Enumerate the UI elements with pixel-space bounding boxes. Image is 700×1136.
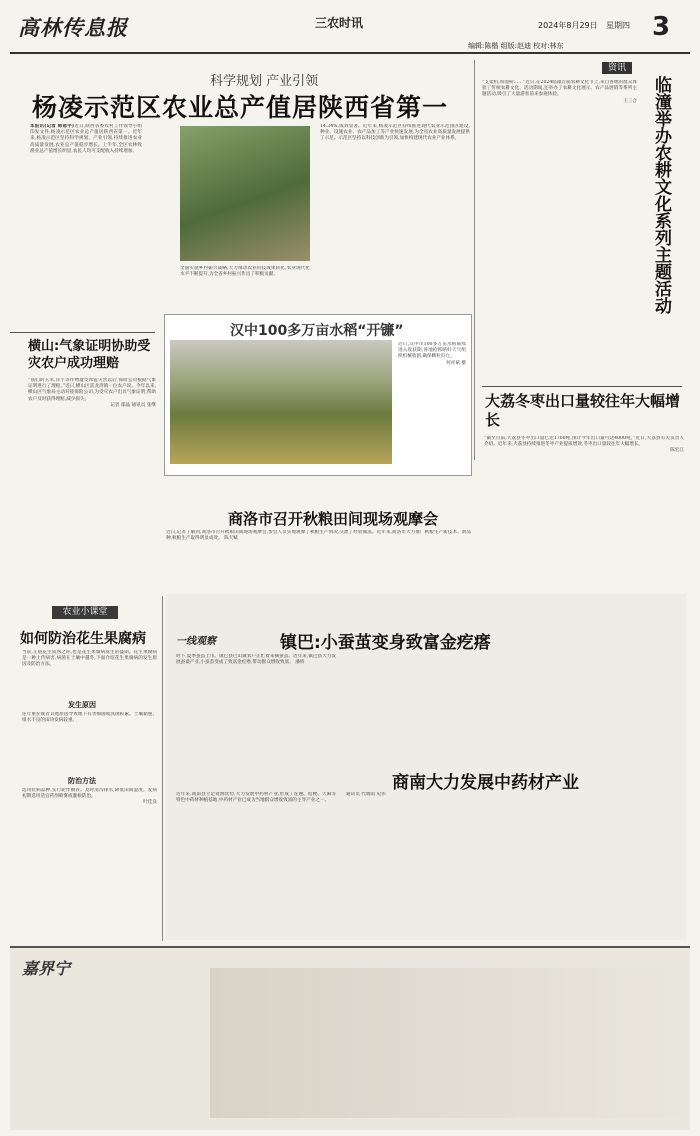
shangnan-body xyxy=(176,792,676,932)
lychee-headline: 大荔冬枣出口量较往年大幅增长 xyxy=(485,392,681,429)
lintong-author: 王三合 xyxy=(623,98,637,104)
shangluo-body-text: 近日,记者了解到,商洛市召开秋粮田间现场观摩会,参会人员实地观摩了秋粮生产情况,交流了经验做法。近年来,商洛市大力推广秋粮生产新技术、新品种,秋粮生产取得明显成效。 xyxy=(166,530,471,542)
lintong-headline: 临潼举办农耕文化系列主题活动 xyxy=(651,76,671,314)
classroom-body1: 连年重茬或者其他原因导致地下有害细菌或真菌积累。土壤黏重、排水不良的田块发病较重。 xyxy=(22,712,157,724)
shangnan-author: 通讯员 代婧雨 史伟 xyxy=(346,792,386,797)
lead-headline: 杨凌示范区农业总产值居陕西省第一 xyxy=(32,93,449,122)
hengshan-body-text: “我们的玉米,洋芋等作物遭受冰雹灾害以后,保险公司根据气象证明进行了理赔。”近日,横山区雷龙湾镇一位农户说。今年以来,横山区气象局主动对接保险公司,为受灾农户出具气象证明,帮助农户及时获得理赔,减少损失。 xyxy=(28,378,156,402)
issue-weekday: 星期四 xyxy=(606,21,630,30)
lead-body-a xyxy=(30,124,142,320)
ad-brand: 嘉界宁 xyxy=(22,959,71,978)
classroom-body2-text: 选用抗病品种,实行轮作倒茬。及时清沟排水,降低田间湿度。发病初期选用适宜药剂喷雾或灌根防治。 xyxy=(22,788,157,800)
news-tag: 资讯 xyxy=(602,62,632,74)
zhenba-tag: 一线观察 xyxy=(176,636,216,647)
classroom-author: 叶佳良 xyxy=(143,800,157,806)
classroom-body2 xyxy=(22,788,157,938)
rice-title: 汉中100多万亩水稻“开镰” xyxy=(230,323,404,339)
bottom-ad xyxy=(10,946,690,1130)
lead-photo xyxy=(180,126,310,261)
rice-caption xyxy=(398,342,466,462)
lychee-rule xyxy=(482,386,682,387)
lead-body-c: 全面实施乡村振兴战略,大力推动农业科技成果转化,农业现代化水平不断提升,为全省乡村振兴作出了积极贡献。 xyxy=(180,266,310,278)
lead-body-b: 14.34%,成效显著。近年来,杨凌示范区持续推进现代农业示范园区建设,种业、设施农业、农产品加工等产业快速发展,为全省农业高质量发展提供了示范。示范区坚持以科技创新为引领,加快构建现代农业产业体系。 xyxy=(320,124,470,142)
shangluo-author: 陈天赋 xyxy=(224,536,238,542)
masthead-rule xyxy=(10,52,690,54)
lead-byline: 本报讯(记者 韩恩宇) xyxy=(30,124,75,129)
shangluo-headline: 商洛市召开秋粮田间现场观摩会 xyxy=(228,510,439,528)
hengshan-headline: 横山:气象证明协助受灾农户成功理赔 xyxy=(28,339,151,371)
rice-caption-text: 近日,汉中市100多万亩水稻陆续进入收获期,各地抢抓晴好天气组织机械收割,确保颗粒归仓。 xyxy=(398,342,466,360)
section-title: 三农时讯 xyxy=(315,16,364,30)
lychee-author: 陈宏江 xyxy=(670,448,684,454)
zhenba-author: 潘娇 xyxy=(295,660,305,666)
page-number: 3 xyxy=(652,12,671,42)
classroom-tag: 农业小课堂 xyxy=(52,606,118,619)
zhenba-body xyxy=(176,654,676,774)
shangnan-headline: 商南大力发展中药材产业 xyxy=(392,773,579,793)
classroom-intro: 当前,正值花生成熟之际,也是花生果腐病发生的盛期。花生果腐病是一种土传病害,病菌在土壤中越冬,下面介绍花生果腐病的发生原因及防治方法。 xyxy=(22,650,157,668)
newspaper-logo: 高林传息报 xyxy=(18,15,128,40)
ad-image xyxy=(210,968,680,1118)
rice-caption-author: 何祥斌 摄 xyxy=(446,360,466,366)
lintong-body-text: “支架机,和面粉……”近日,在2024临潼首届农耕文化节上,来自各地的群众体验了传统农耕文化。活动期间,还举办了农耕文化展示、农产品展销等系列主题活动,吸引了大量游客前来参观体验。 xyxy=(482,80,637,98)
hengshan-rule xyxy=(10,332,155,333)
lead-body-a-text: 近日,陕西省委农村工作领导小组印发文件,杨凌示范区农业总产值居陕西省第一。近年来,杨凌示范区坚持科学规划、产业引领,持续推进农业高质量发展,农业总产值稳步增长。上半年,全区农林牧渔业总产值增长明显,农民人均可支配收入持续增加。 xyxy=(30,124,142,154)
zhenba-headline: 镇巴:小蚕茧变身致富金疙瘩 xyxy=(280,633,491,653)
classroom-sub1: 发生原因 xyxy=(68,701,96,709)
shangnan-body-text: 近年来,商南县立足资源优势,大力发展中药材产业,形成了连翘、桔梗、天麻等特色中药材种植基地,中药材产业已成为当地群众增收致富的主导产业之一。 xyxy=(176,792,336,804)
right-column-divider xyxy=(474,60,475,460)
shangluo-body xyxy=(166,530,471,578)
left-column-divider xyxy=(162,596,163,941)
lead-kicker: 科学规划 产业引领 xyxy=(210,74,319,89)
hengshan-body xyxy=(28,378,156,578)
lychee-body-text: “截至目前,大荔县冬枣出口量已达1700吨,预计今年出口量可达4000吨。”近日,大荔县有关负责人介绍。近年来,大荔县持续推进冬枣产业提质增效,冬枣出口量较往年大幅增长。 xyxy=(484,436,684,448)
issue-date: 2024年8月29日 xyxy=(538,21,598,30)
masthead xyxy=(10,8,690,52)
classroom-headline: 如何防治花生果腐病 xyxy=(20,631,146,647)
hengshan-author: 记者 邵晶 通讯员 张继 xyxy=(110,402,156,408)
editors-line: 编辑:陈楷 组版:赵迪 校对:林东 xyxy=(468,42,564,50)
rice-photo xyxy=(170,340,392,464)
classroom-sub2: 防治方法 xyxy=(68,777,96,785)
zhenba-body-text: 时下,夏季蚕茧上市。镇巴县巴山镇农户正忙着采摘蚕茧。近年来,镇巴县大力发展蚕桑产业,小蚕茧变成了致富金疙瘩,带动群众增收致富。 xyxy=(176,654,336,666)
lintong-body xyxy=(482,80,637,380)
